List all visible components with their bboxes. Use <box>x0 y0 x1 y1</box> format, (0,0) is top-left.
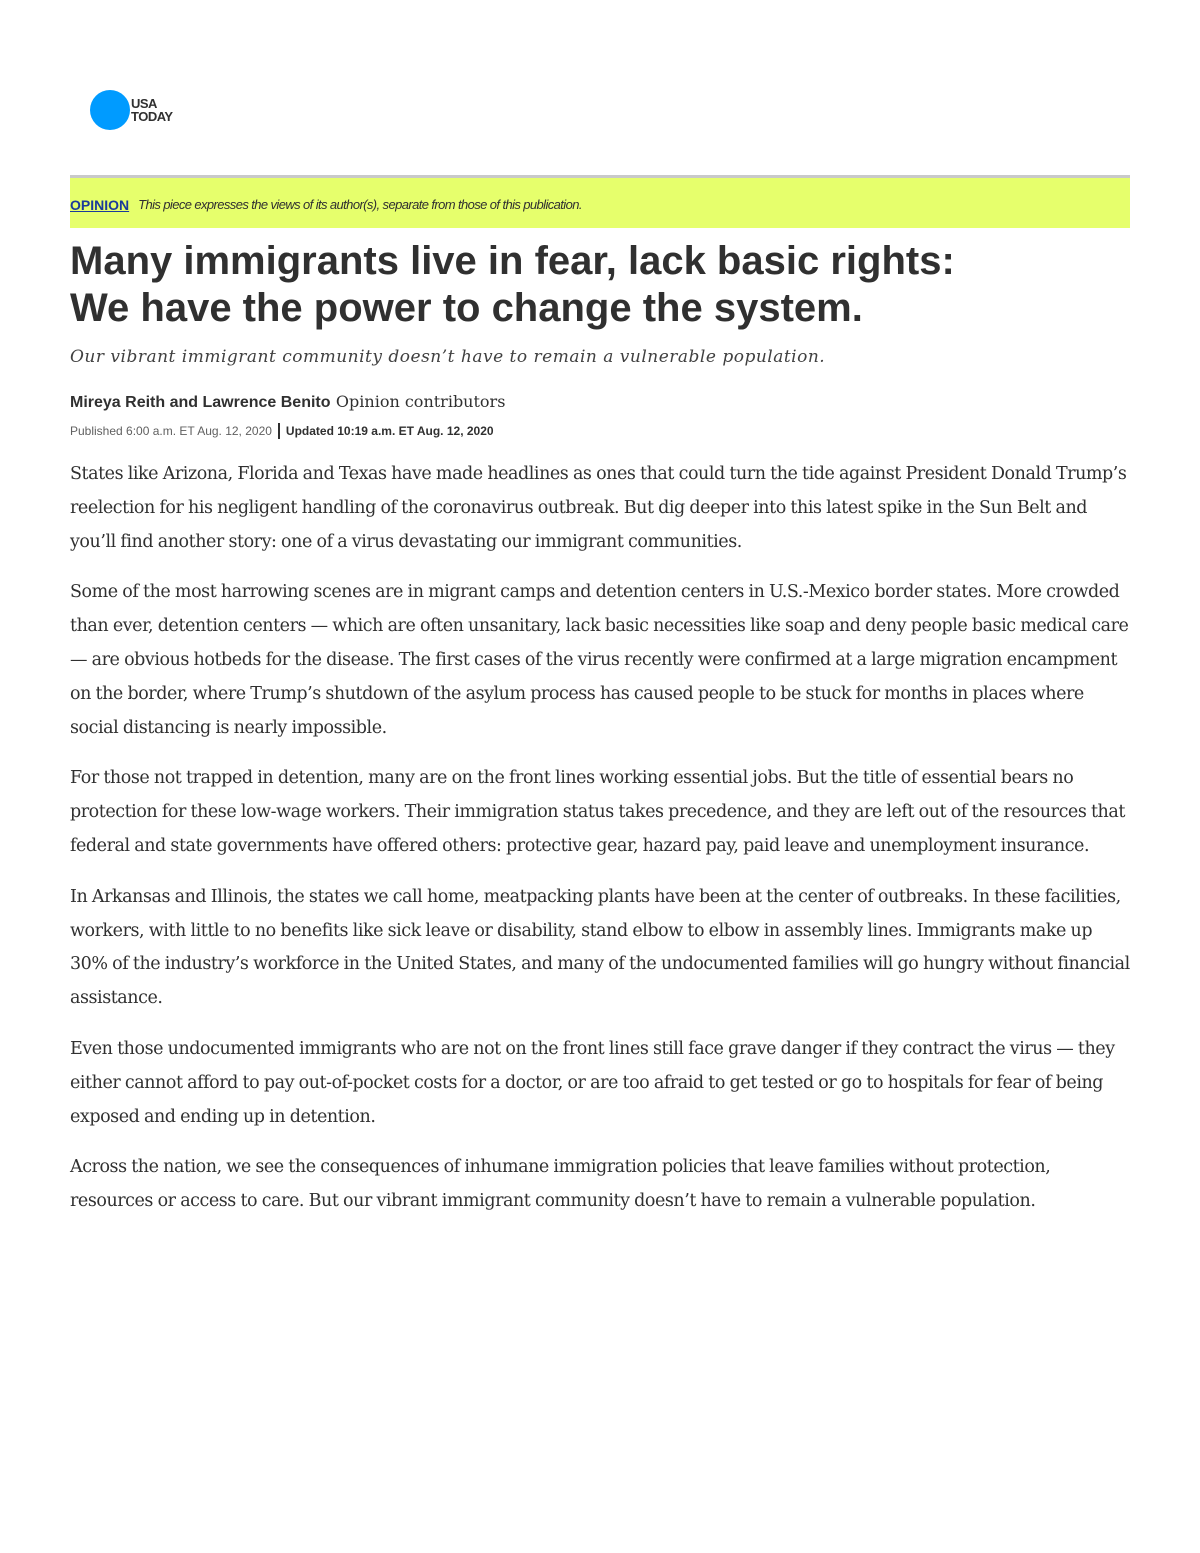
logo-line-1: USA <box>131 96 157 111</box>
updated-date: Updated 10:19 a.m. ET Aug. 12, 2020 <box>285 424 494 438</box>
article-body <box>70 458 1132 1236</box>
opinion-banner <box>70 175 1130 228</box>
brand-logo[interactable] <box>90 90 173 130</box>
opinion-link[interactable]: OPINION <box>70 196 130 213</box>
headline-line-1: Many immigrants live in fear, lack basic rights: <box>70 239 955 283</box>
headline-line-2: We have the power to change the system. <box>70 286 863 330</box>
dateline-divider <box>278 423 280 439</box>
byline <box>70 392 505 412</box>
article-subhead: Our vibrant immigrant community doesn’t have to remain a vulnerable population. <box>70 347 826 367</box>
logo-line-2: TODAY <box>131 109 173 124</box>
published-date: Published 6:00 a.m. ET Aug. 12, 2020 <box>70 424 272 438</box>
dateline <box>70 423 494 439</box>
opinion-disclaimer: This piece expresses the views of its author(s), separate from those of this publication. <box>138 197 582 212</box>
article-paragraph: Some of the most harrowing scenes are in migrant camps and detention centers in U.S.-Mexico border states. More crowded than ever, detention centers — which are often unsanitary, lack basic necessities like soap and deny people basic medical care — are obvious hotbeds for the disease. The first cases of the virus recently were confirmed at a large migration encampment on the border, where Trump’s shutdown of the asylum process has caused people to be stuck for months in places where social distancing is nearly impossible. <box>70 582 1129 738</box>
logo-wordmark <box>131 97 173 123</box>
article-paragraph: States like Arizona, Florida and Texas have made headlines as ones that could turn the tide against President Donald Trump’s reelection for his negligent handling of the coronavirus outbreak. But dig deeper into this latest spike in the Sun Belt and you’ll find another story: one of a virus devastating our immigrant communities. <box>70 464 1127 552</box>
article-paragraph: For those not trapped in detention, many are on the front lines working essential jobs. But the title of essential bears no protection for these low-wage workers. Their immigration status takes precedence, and they are left out of the resources that federal and state governments have offered others: protective gear, hazard pay, paid leave and unemployment insurance. <box>70 768 1125 856</box>
article-headline <box>70 238 1130 332</box>
byline-role: Opinion contributors <box>335 392 506 411</box>
article-paragraph: Even those undocumented immigrants who are not on the front lines still face grave danger if they contract the virus — they either cannot afford to pay out-of-pocket costs for a doctor, or are too afraid to get tested or go to hospitals for fear of being exposed and ending up in detention. <box>70 1038 1115 1127</box>
logo-circle-icon <box>90 90 130 130</box>
byline-authors[interactable]: Mireya Reith and Lawrence Benito <box>70 394 331 411</box>
article-paragraph: Across the nation, we see the consequences of inhumane immigration policies that leave families without protection, resources or access to care. But our vibrant immigrant community doesn’t have to remain a vulnerable population. <box>70 1157 1051 1212</box>
article-paragraph: In Arkansas and Illinois, the states we call home, meatpacking plants have been at the center of outbreaks. In these facilities, workers, with little to no benefits like sick leave or disability, stand elbow to elbow in assembly lines. Immigrants make up 30% of the industry’s workforce in the United States, and many of the undocumented families will go hungry without financial assistance. <box>70 886 1130 1009</box>
